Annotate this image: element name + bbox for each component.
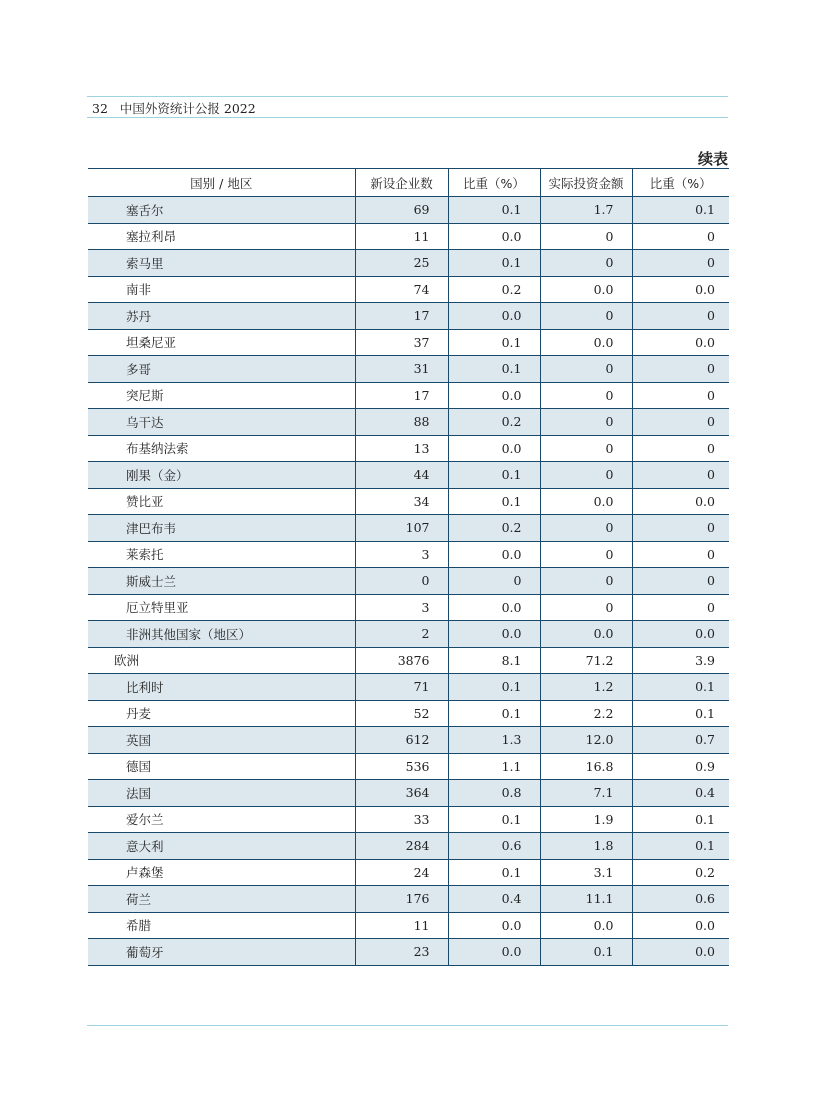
- cell-share-enterprises: 1.3: [448, 727, 540, 754]
- cell-region: 莱索托: [88, 541, 355, 568]
- cell-share-enterprises: 0.0: [448, 621, 540, 648]
- cell-region: 苏丹: [88, 303, 355, 330]
- cell-actual-investment: 0.0: [540, 488, 632, 515]
- cell-share-investment: 0: [632, 382, 729, 409]
- cell-new-enterprises: 2: [355, 621, 448, 648]
- cell-share-enterprises: 0: [448, 568, 540, 595]
- cell-share-enterprises: 0.2: [448, 276, 540, 303]
- table-row: [88, 250, 729, 277]
- continued-label: 续表: [697, 150, 728, 168]
- table-row: [88, 939, 729, 966]
- cell-share-investment: 0.0: [632, 276, 729, 303]
- cell-new-enterprises: 31: [355, 356, 448, 383]
- cell-share-enterprises: 0.0: [448, 303, 540, 330]
- cell-new-enterprises: 11: [355, 223, 448, 250]
- cell-new-enterprises: 52: [355, 700, 448, 727]
- cell-actual-investment: 1.2: [540, 674, 632, 701]
- cell-share-investment: 0: [632, 250, 729, 277]
- cell-actual-investment: 71.2: [540, 647, 632, 674]
- cell-region: 希腊: [88, 912, 355, 939]
- table-row: [88, 223, 729, 250]
- cell-share-investment: 0: [632, 409, 729, 436]
- cell-share-enterprises: 0.1: [448, 462, 540, 489]
- cell-actual-investment: 0: [540, 435, 632, 462]
- cell-region: 坦桑尼亚: [88, 329, 355, 356]
- cell-actual-investment: 0.0: [540, 276, 632, 303]
- cell-share-enterprises: 0.1: [448, 356, 540, 383]
- cell-share-enterprises: 0.2: [448, 515, 540, 542]
- cell-region: 欧洲: [88, 647, 355, 674]
- header-rule-bottom: [87, 117, 728, 118]
- cell-share-enterprises: 0.0: [448, 223, 540, 250]
- cell-region: 津巴布韦: [88, 515, 355, 542]
- table-row: [88, 780, 729, 807]
- cell-new-enterprises: 33: [355, 806, 448, 833]
- cell-actual-investment: 0: [540, 462, 632, 489]
- cell-region: 葡萄牙: [88, 939, 355, 966]
- cell-new-enterprises: 44: [355, 462, 448, 489]
- cell-share-investment: 0.7: [632, 727, 729, 754]
- cell-share-investment: 0: [632, 356, 729, 383]
- cell-new-enterprises: 34: [355, 488, 448, 515]
- header-rule-top: [87, 96, 728, 97]
- table-row: [88, 462, 729, 489]
- cell-share-enterprises: 0.0: [448, 435, 540, 462]
- cell-actual-investment: 0: [540, 541, 632, 568]
- cell-region: 法国: [88, 780, 355, 807]
- cell-region: 英国: [88, 727, 355, 754]
- col-header-share-investment: 比重（%）: [632, 169, 729, 197]
- cell-region: 塞拉利昂: [88, 223, 355, 250]
- page-header: [92, 99, 256, 117]
- table-row: [88, 859, 729, 886]
- cell-new-enterprises: 24: [355, 859, 448, 886]
- cell-region: 卢森堡: [88, 859, 355, 886]
- cell-region: 南非: [88, 276, 355, 303]
- col-header-share-enterprises: 比重（%）: [448, 169, 540, 197]
- cell-share-investment: 0.9: [632, 753, 729, 780]
- cell-share-enterprises: 0.0: [448, 939, 540, 966]
- cell-share-enterprises: 0.1: [448, 329, 540, 356]
- table-row: [88, 912, 729, 939]
- table-row: [88, 356, 729, 383]
- cell-actual-investment: 1.9: [540, 806, 632, 833]
- cell-share-enterprises: 0.0: [448, 541, 540, 568]
- cell-share-investment: 0.2: [632, 859, 729, 886]
- cell-share-investment: 0: [632, 541, 729, 568]
- table-row: [88, 409, 729, 436]
- cell-share-investment: 3.9: [632, 647, 729, 674]
- cell-new-enterprises: 37: [355, 329, 448, 356]
- cell-actual-investment: 0.0: [540, 621, 632, 648]
- table-row: [88, 435, 729, 462]
- cell-share-investment: 0.0: [632, 912, 729, 939]
- cell-share-investment: 0: [632, 303, 729, 330]
- cell-new-enterprises: 284: [355, 833, 448, 860]
- cell-region: 布基纳法索: [88, 435, 355, 462]
- book-title: 中国外资统计公报 2022: [119, 101, 256, 116]
- table-row: [88, 674, 729, 701]
- cell-share-investment: 0.6: [632, 886, 729, 913]
- table-body: [88, 197, 729, 966]
- cell-share-investment: 0: [632, 462, 729, 489]
- table-header-row: [88, 169, 729, 197]
- table-row: [88, 806, 729, 833]
- cell-actual-investment: 0: [540, 568, 632, 595]
- cell-region: 索马里: [88, 250, 355, 277]
- cell-actual-investment: 12.0: [540, 727, 632, 754]
- cell-region: 厄立特里亚: [88, 594, 355, 621]
- cell-actual-investment: 1.7: [540, 197, 632, 224]
- cell-share-enterprises: 0.2: [448, 409, 540, 436]
- cell-new-enterprises: 11: [355, 912, 448, 939]
- cell-new-enterprises: 3: [355, 594, 448, 621]
- table-row: [88, 700, 729, 727]
- cell-share-enterprises: 0.0: [448, 594, 540, 621]
- cell-region: 刚果（金）: [88, 462, 355, 489]
- cell-actual-investment: 0: [540, 356, 632, 383]
- cell-new-enterprises: 612: [355, 727, 448, 754]
- cell-share-investment: 0.0: [632, 939, 729, 966]
- cell-actual-investment: 11.1: [540, 886, 632, 913]
- cell-region: 荷兰: [88, 886, 355, 913]
- cell-share-investment: 0: [632, 568, 729, 595]
- table-row: [88, 197, 729, 224]
- table-row: [88, 621, 729, 648]
- cell-actual-investment: 0.0: [540, 912, 632, 939]
- cell-share-investment: 0: [632, 435, 729, 462]
- cell-new-enterprises: 0: [355, 568, 448, 595]
- cell-share-investment: 0: [632, 223, 729, 250]
- cell-share-investment: 0.0: [632, 488, 729, 515]
- cell-new-enterprises: 364: [355, 780, 448, 807]
- cell-share-enterprises: 0.1: [448, 488, 540, 515]
- cell-new-enterprises: 536: [355, 753, 448, 780]
- table-row: [88, 594, 729, 621]
- cell-share-enterprises: 0.6: [448, 833, 540, 860]
- cell-share-investment: 0.1: [632, 674, 729, 701]
- cell-share-enterprises: 0.4: [448, 886, 540, 913]
- cell-new-enterprises: 69: [355, 197, 448, 224]
- cell-share-investment: 0.1: [632, 700, 729, 727]
- cell-actual-investment: 3.1: [540, 859, 632, 886]
- cell-new-enterprises: 74: [355, 276, 448, 303]
- cell-share-investment: 0.4: [632, 780, 729, 807]
- cell-new-enterprises: 17: [355, 303, 448, 330]
- table-row: [88, 647, 729, 674]
- cell-region: 意大利: [88, 833, 355, 860]
- cell-region: 比利时: [88, 674, 355, 701]
- cell-actual-investment: 0: [540, 594, 632, 621]
- cell-share-enterprises: 0.1: [448, 700, 540, 727]
- cell-region: 斯威士兰: [88, 568, 355, 595]
- cell-new-enterprises: 23: [355, 939, 448, 966]
- cell-actual-investment: 7.1: [540, 780, 632, 807]
- cell-share-enterprises: 0.0: [448, 382, 540, 409]
- cell-new-enterprises: 3876: [355, 647, 448, 674]
- col-header-actual-investment: 实际投资金额: [540, 169, 632, 197]
- table-row: [88, 382, 729, 409]
- cell-share-investment: 0.1: [632, 833, 729, 860]
- cell-share-enterprises: 0.1: [448, 250, 540, 277]
- footer-rule: [87, 1025, 728, 1026]
- cell-new-enterprises: 13: [355, 435, 448, 462]
- col-header-region: 国别 / 地区: [88, 169, 355, 197]
- cell-share-investment: 0.0: [632, 329, 729, 356]
- col-header-new-enterprises: 新设企业数: [355, 169, 448, 197]
- table-row: [88, 833, 729, 860]
- table-row: [88, 276, 729, 303]
- table-row: [88, 303, 729, 330]
- cell-share-enterprises: 0.0: [448, 912, 540, 939]
- cell-region: 多哥: [88, 356, 355, 383]
- cell-region: 爱尔兰: [88, 806, 355, 833]
- table-row: [88, 329, 729, 356]
- cell-share-enterprises: 0.8: [448, 780, 540, 807]
- cell-new-enterprises: 176: [355, 886, 448, 913]
- cell-share-investment: 0: [632, 515, 729, 542]
- cell-region: 塞舌尔: [88, 197, 355, 224]
- cell-share-enterprises: 0.1: [448, 197, 540, 224]
- cell-region: 德国: [88, 753, 355, 780]
- cell-new-enterprises: 107: [355, 515, 448, 542]
- cell-new-enterprises: 3: [355, 541, 448, 568]
- cell-region: 乌干达: [88, 409, 355, 436]
- cell-region: 赞比亚: [88, 488, 355, 515]
- cell-share-investment: 0.1: [632, 197, 729, 224]
- cell-share-investment: 0.1: [632, 806, 729, 833]
- cell-share-enterprises: 0.1: [448, 806, 540, 833]
- cell-actual-investment: 0.1: [540, 939, 632, 966]
- cell-actual-investment: 0: [540, 515, 632, 542]
- table-row: [88, 568, 729, 595]
- cell-new-enterprises: 25: [355, 250, 448, 277]
- table-row: [88, 515, 729, 542]
- cell-share-investment: 0.0: [632, 621, 729, 648]
- cell-new-enterprises: 71: [355, 674, 448, 701]
- cell-share-enterprises: 8.1: [448, 647, 540, 674]
- table-row: [88, 488, 729, 515]
- cell-region: 非洲其他国家（地区）: [88, 621, 355, 648]
- cell-new-enterprises: 88: [355, 409, 448, 436]
- cell-actual-investment: 0: [540, 223, 632, 250]
- table-row: [88, 727, 729, 754]
- table-row: [88, 541, 729, 568]
- table-row: [88, 753, 729, 780]
- cell-share-enterprises: 0.1: [448, 859, 540, 886]
- table-row: [88, 886, 729, 913]
- cell-actual-investment: 0: [540, 303, 632, 330]
- cell-actual-investment: 16.8: [540, 753, 632, 780]
- page-number: 32: [92, 101, 108, 116]
- cell-region: 突尼斯: [88, 382, 355, 409]
- cell-actual-investment: 0.0: [540, 329, 632, 356]
- cell-share-enterprises: 1.1: [448, 753, 540, 780]
- cell-share-enterprises: 0.1: [448, 674, 540, 701]
- cell-actual-investment: 0: [540, 409, 632, 436]
- cell-actual-investment: 0: [540, 250, 632, 277]
- cell-new-enterprises: 17: [355, 382, 448, 409]
- statistics-table: [88, 168, 729, 966]
- cell-actual-investment: 2.2: [540, 700, 632, 727]
- cell-share-investment: 0: [632, 594, 729, 621]
- cell-actual-investment: 0: [540, 382, 632, 409]
- cell-actual-investment: 1.8: [540, 833, 632, 860]
- cell-region: 丹麦: [88, 700, 355, 727]
